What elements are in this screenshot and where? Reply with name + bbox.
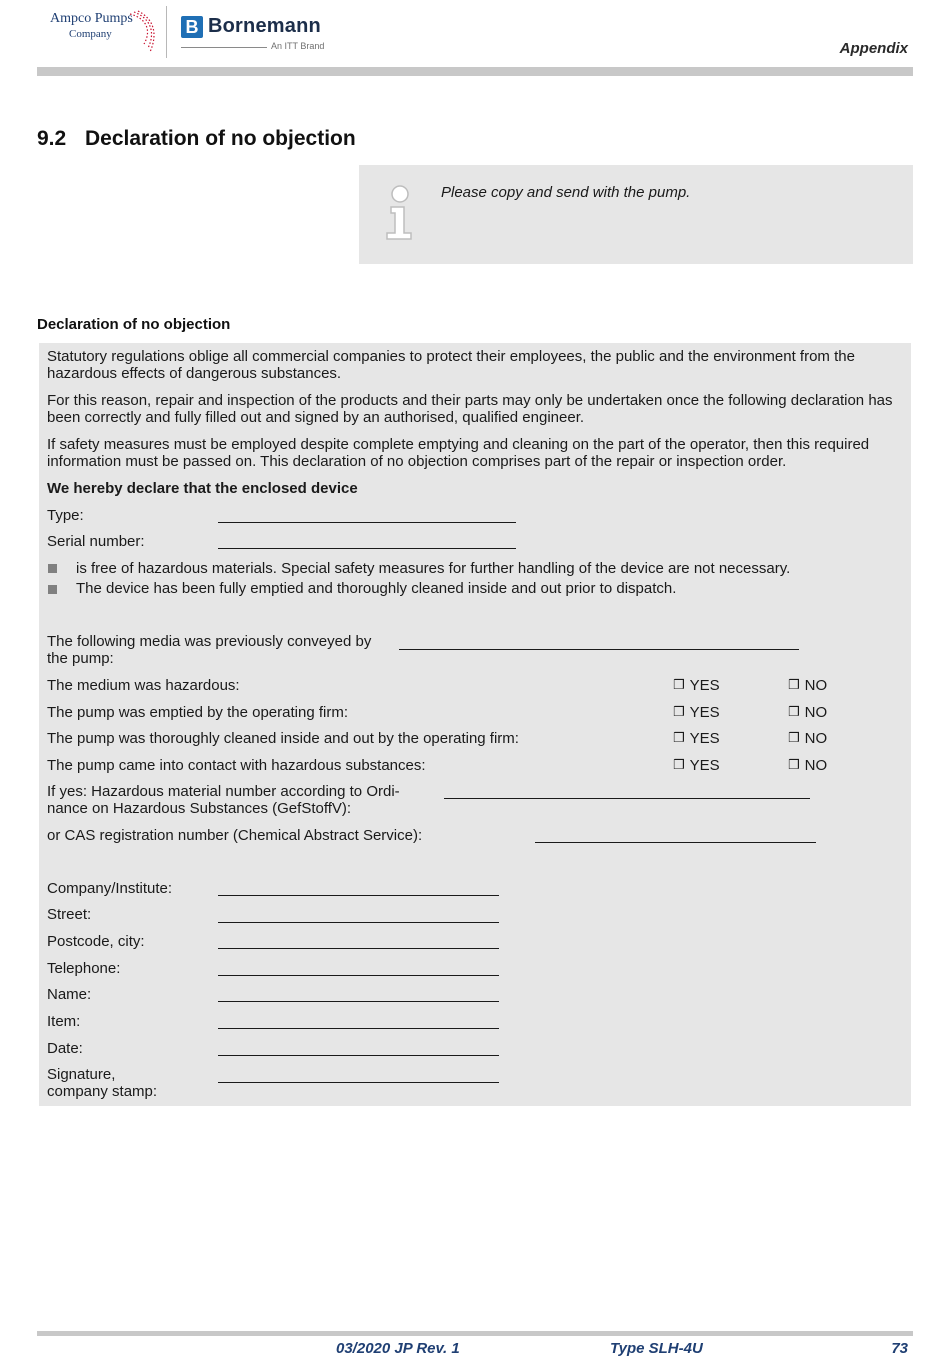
postcode-city-field[interactable] [218, 948, 499, 949]
date-field[interactable] [218, 1055, 499, 1056]
question-hazardous-contact: The pump came into contact with hazardous substances: [47, 757, 426, 774]
paragraph-safety: If safety measures must be employed despite complete emptying and cleaning on the part of the operator, then this required information must be passed on. This declaration of no objection comprises part of the repair or inspection order. [47, 436, 870, 470]
page-title [37, 127, 356, 151]
ampco-logo [50, 10, 160, 56]
bornemann-name: Bornemann [208, 15, 321, 37]
header-bar [37, 67, 913, 76]
no-label: NO [804, 704, 828, 721]
serial-number-label: Serial number: [47, 533, 145, 550]
bullet-hazard-free: is free of hazardous materials. Special safety measures for further handling of the device are not necessary. [76, 560, 791, 577]
street-label: Street: [47, 906, 92, 923]
no-label: NO [804, 730, 828, 747]
item-label: Item: [47, 1013, 81, 1030]
page-number: 73 [891, 1340, 908, 1357]
checkbox-icon: ❒ [673, 704, 685, 719]
pump-emptied-yes-checkbox[interactable] [673, 704, 720, 721]
cas-number-field[interactable] [535, 842, 816, 843]
item-field[interactable] [218, 1028, 499, 1029]
signature-field[interactable] [218, 1082, 499, 1083]
name-field[interactable] [218, 1001, 499, 1002]
date-label: Date: [47, 1040, 83, 1057]
ampco-swirl-icon [122, 10, 158, 54]
signature-label-line2: company stamp: [47, 1083, 158, 1100]
pump-cleaned-no-checkbox[interactable] [788, 730, 827, 747]
bullet-marker [48, 564, 57, 573]
section-number: 9.2 [37, 127, 67, 150]
serial-number-field[interactable] [218, 548, 516, 549]
footer-type: Type SLH-4U [610, 1340, 703, 1357]
bullet-marker [48, 585, 57, 594]
info-text: Please copy and send with the pump. [441, 184, 691, 201]
medium-hazardous-no-checkbox[interactable] [788, 677, 827, 694]
checkbox-icon: ❒ [673, 677, 685, 692]
section-label: Appendix [839, 40, 908, 57]
hazmat-number-label-line2: nance on Hazardous Substances (GefStoffV): [47, 800, 352, 817]
name-label: Name: [47, 986, 92, 1003]
street-field[interactable] [218, 922, 499, 923]
bullet-emptied: The device has been fully emptied and thoroughly cleaned inside and out prior to dispatch. [76, 580, 677, 597]
footer-bar [37, 1331, 913, 1336]
telephone-label: Telephone: [47, 960, 121, 977]
media-label-line2: the pump: [47, 650, 114, 667]
checkbox-icon: ❒ [673, 730, 685, 745]
medium-hazardous-yes-checkbox[interactable] [673, 677, 720, 694]
bornemann-mark: B [181, 16, 203, 38]
ampco-logo-subtitle: Company [69, 28, 112, 40]
yes-label: YES [689, 757, 720, 774]
type-label: Type: [47, 507, 84, 524]
paragraph-regulations: Statutory regulations oblige all commercial companies to protect their employees, the public and the environment from the hazardous effects of dangerous substances. [47, 348, 855, 382]
yes-label: YES [689, 704, 720, 721]
paragraph-repair: For this reason, repair and inspection of the products and their parts may only be undertaken once the following declaration has been correctly and fully filled out and signed by an authorised, qualified engineer. [47, 392, 893, 426]
footer-revision: 03/2020 JP Rev. 1 [336, 1340, 460, 1357]
pump-cleaned-yes-checkbox[interactable] [673, 730, 720, 747]
hazmat-number-label-line1: If yes: Hazardous material number according to Ordi- [47, 783, 400, 800]
checkbox-icon: ❒ [788, 677, 800, 692]
signature-label-line1: Signature, [47, 1066, 116, 1083]
bornemann-subtitle: An ITT Brand [271, 41, 325, 51]
media-label-line1: The following media was previously conveyed by [47, 633, 372, 650]
checkbox-icon: ❒ [788, 730, 800, 745]
question-pump-cleaned: The pump was thoroughly cleaned inside and out by the operating firm: [47, 730, 519, 747]
info-note [359, 165, 913, 264]
postcode-city-label: Postcode, city: [47, 933, 145, 950]
yes-label: YES [689, 730, 720, 747]
no-label: NO [804, 677, 828, 694]
cas-number-label: or CAS registration number (Chemical Abstract Service): [47, 827, 423, 844]
checkbox-icon: ❒ [673, 757, 685, 772]
declare-statement: We hereby declare that the enclosed device [47, 480, 358, 497]
question-pump-emptied: The pump was emptied by the operating firm: [47, 704, 348, 721]
yes-label: YES [689, 677, 720, 694]
bornemann-logo [181, 14, 341, 56]
checkbox-icon: ❒ [788, 704, 800, 719]
info-icon [383, 185, 417, 243]
telephone-field[interactable] [218, 975, 499, 976]
hazardous-contact-no-checkbox[interactable] [788, 757, 827, 774]
company-field[interactable] [218, 895, 499, 896]
question-medium-hazardous: The medium was hazardous: [47, 677, 240, 694]
pump-emptied-no-checkbox[interactable] [788, 704, 827, 721]
checkbox-icon: ❒ [788, 757, 800, 772]
section-title: Declaration of no objection [85, 127, 356, 150]
company-label: Company/Institute: [47, 880, 173, 897]
ampco-logo-name: Ampco Pumps [50, 11, 133, 26]
declaration-heading: Declaration of no objection [37, 316, 231, 333]
bornemann-rule [181, 47, 267, 48]
header-divider [166, 6, 167, 58]
hazmat-number-field[interactable] [444, 798, 810, 799]
hazardous-contact-yes-checkbox[interactable] [673, 757, 720, 774]
media-field[interactable] [399, 649, 799, 650]
type-field[interactable] [218, 522, 516, 523]
no-label: NO [804, 757, 828, 774]
